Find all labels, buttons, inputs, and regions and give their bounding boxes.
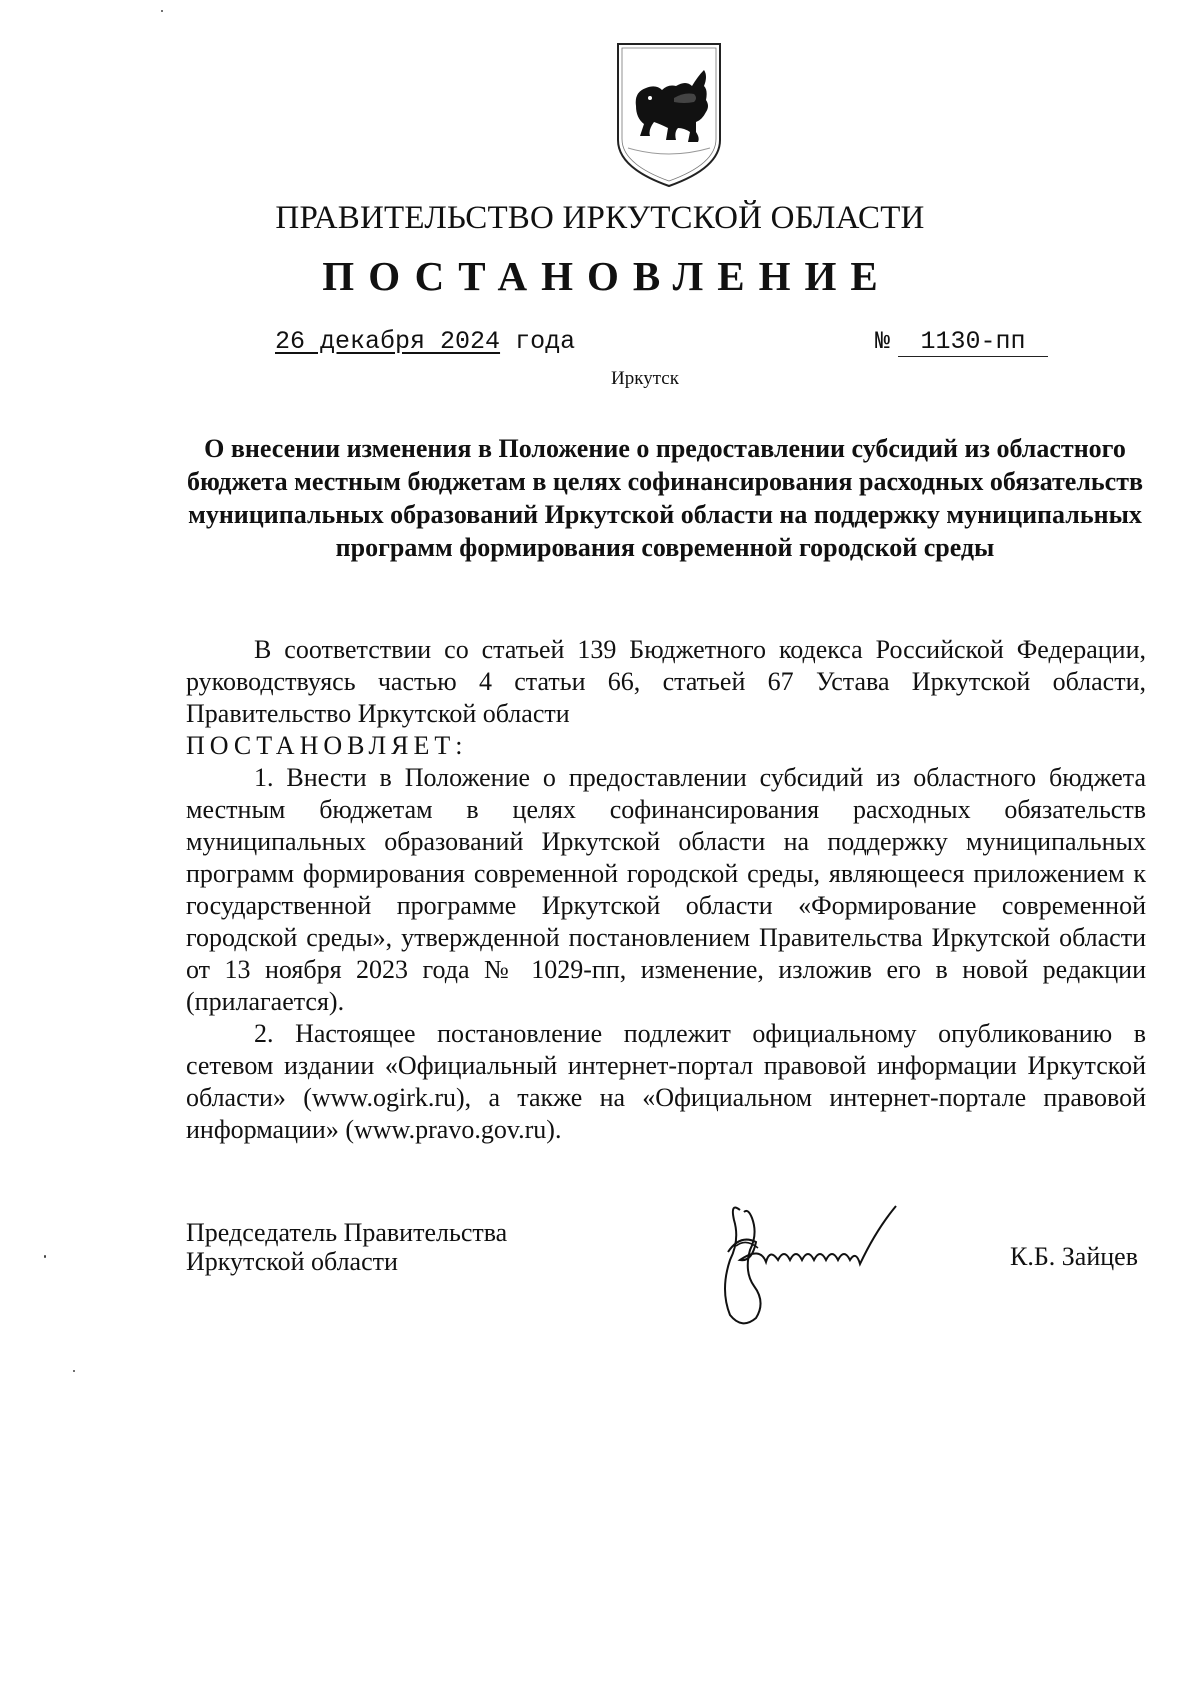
item-1-paragraph: 1. Внести в Положение о предоставлении субсидий из областного бюджета местным бюджетам в целях софинансирования расходных обязательств муниципальных образований Иркутской области на поддержку муниципальных программ формирования современной городской среды, являющееся приложением к государственной программе Иркутской области «Формирование современной городской среды», утвержденной постановлением Правительства Иркутской области от 13 ноября 2023 года № 1029-пп, изменение, изложив его в новой редакции (прилагается). bbox=[186, 763, 1146, 1016]
scan-speck bbox=[44, 1255, 46, 1258]
signatory-name: К.Б. Зайцев bbox=[1010, 1242, 1138, 1271]
document-number bbox=[875, 327, 1048, 357]
document-type: ПОСТАНОВЛЕНИЕ bbox=[322, 253, 892, 299]
city-name: Иркутск bbox=[611, 368, 679, 389]
date-suffix: года bbox=[515, 327, 576, 356]
resolves-word: ПОСТАНОВЛЯЕТ: bbox=[186, 731, 468, 760]
position-line-1: Председатель Правительства bbox=[186, 1218, 508, 1247]
document-body bbox=[186, 634, 1146, 1146]
scan-speck bbox=[73, 1370, 75, 1372]
item-2-paragraph: 2. Настоящее постановление подлежит официальному опубликованию в сетевом издании «Официальный интернет-портал правовой информации Иркутской области» (www.ogirk.ru), а также на «Официальном интернет-портале правовой информации» (www.pravo.gov.ru). bbox=[186, 1019, 1146, 1144]
number-label: № bbox=[875, 327, 891, 356]
document-date bbox=[275, 327, 575, 356]
government-name: ПРАВИТЕЛЬСТВО ИРКУТСКОЙ ОБЛАСТИ bbox=[275, 200, 925, 236]
document-heading: О внесении изменения в Положение о предоставлении субсидий из областного бюджета местным бюджетам в целях софинансирования расходных обязательств муниципальных образований Иркутской области на поддержку муниципальных программ формирования современной городской среды bbox=[186, 434, 1144, 562]
position-line-2: Иркутской области bbox=[186, 1247, 398, 1276]
scan-speck bbox=[161, 10, 163, 12]
coat-of-arms-icon bbox=[614, 40, 724, 190]
date-value: 26 декабря 2024 bbox=[275, 327, 501, 356]
signature-icon bbox=[700, 1190, 920, 1330]
number-value: 1130-пп bbox=[898, 327, 1048, 357]
preamble-paragraph: В соответствии со статьей 139 Бюджетного кодекса Российской Федерации, руководствуясь частью 4 статьи 66, статьей 67 Устава Иркутской области, Правительство Иркутской области bbox=[186, 635, 1146, 728]
signatory-position bbox=[186, 1218, 507, 1276]
